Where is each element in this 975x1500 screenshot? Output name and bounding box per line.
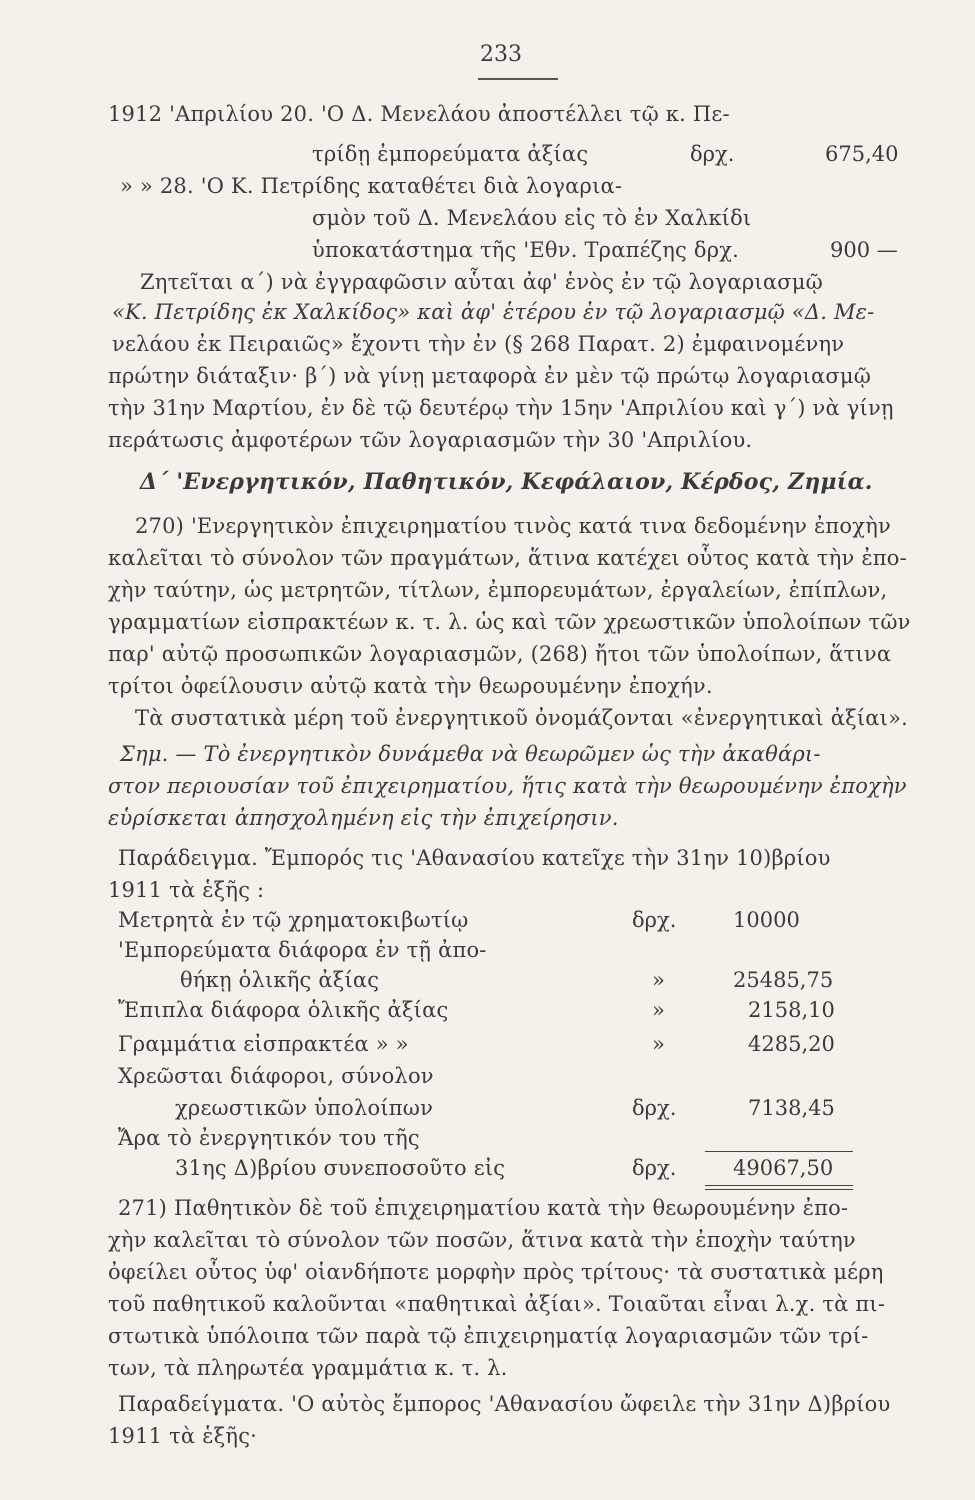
text-line: νελάου ἐκ Πειραιῶς» ἔχοντι τὴν ἐν (§ 268 Παρατ. 2) ἐμφαινομένην — [112, 332, 845, 356]
table-row-label: χρεωστικῶν ὑπολοίπων — [175, 1096, 434, 1120]
text-line: γραμματίων εἰσπρακτέων κ. τ. λ. ὡς καὶ τῶν χρεωστικῶν ὑπολοίπων τῶν — [108, 610, 911, 634]
page-number: 233 — [480, 42, 522, 67]
table-unit: δρχ. — [632, 1156, 677, 1180]
table-value: 10000 — [733, 908, 800, 932]
table-row-label: Μετρητὰ ἐν τῷ χρηματοκιβωτίῳ — [118, 908, 469, 932]
table-value: 2158,10 — [748, 998, 835, 1022]
text-line: στωτικὰ ὑπόλοιπα τῶν παρὰ τῷ ἐπιχειρηματίᾳ λογαριασμῶν τῶν τρί- — [108, 1324, 869, 1348]
note-line: Σημ. — Τὸ ἐνεργητικὸν δυνάμεθα νὰ θεωρῶμεν ὡς τὴν ἀκαθάρι- — [120, 742, 821, 766]
total-underline-2 — [705, 1189, 853, 1190]
text-line: χὴν καλεῖται τὸ σύνολον τῶν ποσῶν, ἅτινα κατὰ τὴν ἐποχὴν ταύτην — [108, 1228, 856, 1252]
text-line: 1911 τὰ ἑξῆς : — [108, 878, 265, 902]
page-number-rule — [478, 78, 558, 80]
text-line: Ζητεῖται α΄) νὰ ἐγγραφῶσιν αὗται ἀφ' ἑνὸς ἐν τῷ λογαριασμῷ — [140, 270, 823, 294]
text-line: Παράδειγμα. Ἔμπορός τις 'Αθανασίου κατεῖχε τὴν 31ην 10)βρίου — [118, 846, 831, 870]
text-line: 1911 τὰ ἑξῆς· — [108, 1424, 258, 1448]
text-line: Παραδείγματα. 'Ο αὐτὸς ἔμπορος 'Αθανασίου ὤφειλε τὴν 31ην Δ)βρίου — [118, 1392, 891, 1416]
text-line: 270) 'Ενεργητικὸν ἐπιχειρηματίου τινὸς κατά τινα δεδομένην ἐποχὴν — [135, 514, 891, 538]
table-row-label: Ἄρα τὸ ἐνεργητικόν του τῆς — [118, 1126, 420, 1150]
table-value: 25485,75 — [733, 968, 834, 992]
text-line: καλεῖται τὸ σύνολον τῶν πραγμάτων, ἅτινα κατέχει οὗτος κατὰ τὴν ἐπο- — [108, 546, 907, 570]
total-underline-1 — [705, 1185, 853, 1186]
table-unit: » — [652, 968, 665, 992]
section-heading: Δ΄ 'Ενεργητικόν, Παθητικόν, Κεφάλαιον, Κέρδος, Ζημία. — [140, 469, 873, 495]
table-row-label: Χρεῶσται διάφοροι, σύνολον — [118, 1064, 434, 1088]
text-line: 271) Παθητικὸν δὲ τοῦ ἐπιχειρηματίου κατὰ τὴν θεωρουμένην ἐπο- — [118, 1196, 849, 1220]
text-line: ὀφείλει οὗτος ὑφ' οἱανδήποτε μορφὴν πρὸς τρίτους· τὰ συστατικὰ μέρη — [108, 1260, 884, 1284]
table-row-label: Γραμμάτια εἰσπρακτέα » » — [118, 1032, 409, 1056]
text-line: Τὰ συστατικὰ μέρη τοῦ ἐνεργητικοῦ ὀνομάζονται «ἐνεργητικαὶ ἀξίαι». — [135, 706, 909, 730]
amount: 675,40 — [825, 142, 899, 166]
text-line: τρίτοι ὀφείλουσιν αὐτῷ κατὰ τὴν θεωρουμένην ἐποχήν. — [108, 674, 713, 698]
table-unit: δρχ. — [632, 1096, 677, 1120]
amount: 900 — — [830, 238, 898, 262]
text-line: τὴν 31ην Μαρτίου, ἐν δὲ τῷ δευτέρῳ τὴν 15ην 'Απριλίου καὶ γ΄) νὰ γίνῃ — [108, 396, 894, 420]
table-row-label: 31ης Δ)βρίου συνεποσοῦτο εἰς — [175, 1156, 506, 1180]
text-line: ὑποκατάστημα τῆς 'Εθν. Τραπέζης δρχ. — [312, 238, 740, 262]
note-line: εὑρίσκεται ἀπησχολημένη εἰς τὴν ἐπιχείρησιν. — [108, 806, 619, 830]
table-value: 4285,20 — [748, 1032, 835, 1056]
sum-rule — [705, 1151, 853, 1152]
text-line: 1912 'Απριλίου 20. 'Ο Δ. Μενελάου ἀποστέλλει τῷ κ. Πε- — [108, 102, 730, 126]
table-total: 49067,50 — [733, 1156, 834, 1180]
text-line: περάτωσις ἀμφοτέρων τῶν λογαριασμῶν τὴν 30 'Απριλίου. — [108, 428, 753, 452]
table-unit: » — [652, 1032, 665, 1056]
amount-unit: δρχ. — [690, 142, 735, 166]
text-line: σμὸν τοῦ Δ. Μενελάου εἰς τὸ ἐν Χαλκίδι — [312, 206, 752, 230]
text-line: πρώτην διάταξιν· β΄) νὰ γίνῃ μεταφορὰ ἐν μὲν τῷ πρώτῳ λογαριασμῷ — [108, 364, 872, 388]
text-line: τοῦ παθητικοῦ καλοῦνται «παθητικαὶ ἀξίαι». Τοιαῦται εἶναι λ.χ. τὰ πι- — [108, 1292, 886, 1316]
table-value: 7138,45 — [748, 1096, 835, 1120]
text-line: των, τὰ πληρωτέα γραμμάτια κ. τ. λ. — [108, 1356, 508, 1380]
text-line: τρίδῃ ἐμπορεύματα ἀξίας — [312, 142, 589, 166]
table-row-label: Ἔπιπλα διάφορα ὁλικῆς ἀξίας — [118, 998, 449, 1022]
table-unit: » — [652, 998, 665, 1022]
text-line: χὴν ταύτην, ὡς μετρητῶν, τίτλων, ἐμπορευμάτων, ἐργαλείων, ἐπίπλων, — [108, 578, 888, 602]
text-line: » » 28. 'Ο Κ. Πετρίδης καταθέτει διὰ λογαρια- — [120, 174, 623, 198]
text-line: «Κ. Πετρίδης ἐκ Χαλκίδος» καὶ ἀφ' ἑτέρου ἐν τῷ λογαριασμῷ «Δ. Με- — [112, 300, 875, 324]
text-line: παρ' αὐτῷ προσωπικῶν λογαριασμῶν, (268) ἤτοι τῶν ὑπολοίπων, ἅτινα — [108, 642, 892, 666]
table-unit: δρχ. — [632, 908, 677, 932]
table-row-label: 'Εμπορεύματα διάφορα ἐν τῇ ἀπο- — [118, 938, 487, 962]
note-line: στον περιουσίαν τοῦ ἐπιχειρηματίου, ἥτις κατὰ τὴν θεωρουμένην ἐποχὴν — [108, 774, 907, 798]
table-row-label: θήκῃ ὁλικῆς ἀξίας — [180, 968, 380, 992]
